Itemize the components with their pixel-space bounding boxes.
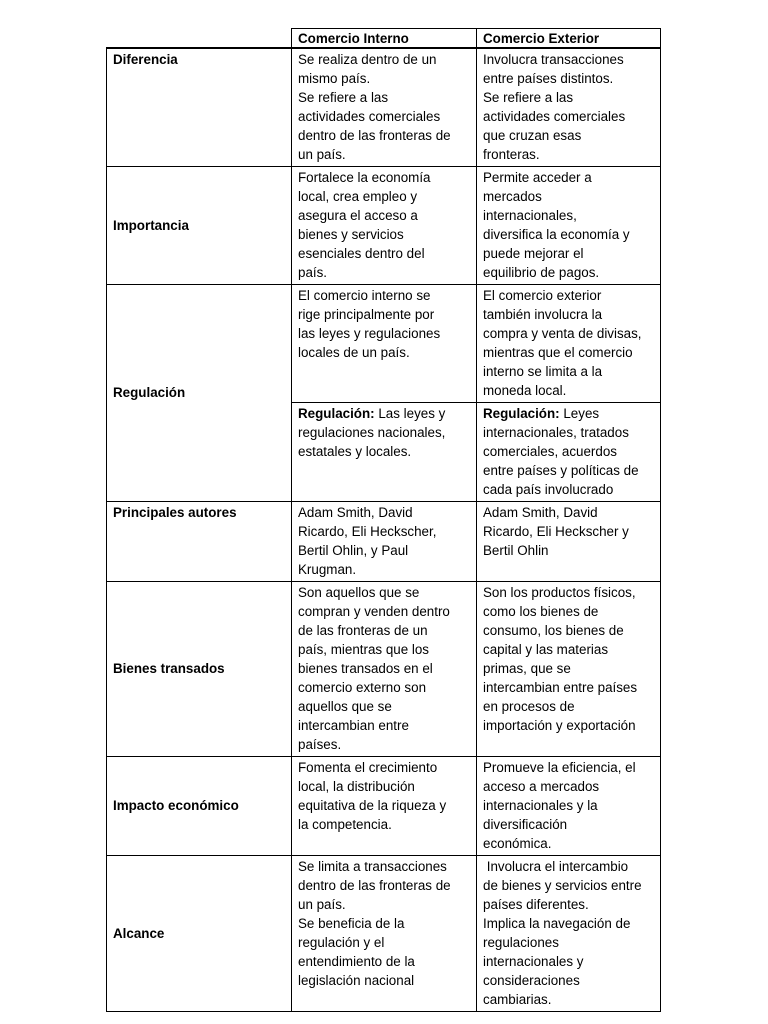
cell-text-line: consumo, los bienes de [483, 623, 624, 638]
cell-text-line: como los bienes de [483, 604, 599, 619]
cell-text-line: equilibrio de pagos. [483, 265, 600, 280]
cell-text-line: la competencia. [298, 817, 392, 832]
row-label-bienes-transados: Bienes transados [106, 582, 291, 756]
cell-text-line: locales de un país. [298, 345, 410, 360]
cell-text-line: dentro de las fronteras de [298, 878, 451, 893]
cell-text-line: importación y exportación [483, 718, 636, 733]
cell-text-line: en procesos de [483, 699, 575, 714]
cell-text-line: acceso a mercados [483, 779, 600, 794]
cell-text-line: de bienes y servicios entre [483, 878, 642, 893]
cell-text-line: bienes y servicios [298, 227, 404, 242]
cell-interno-alcance [291, 856, 476, 1011]
cell-text-line: Fortalece la economía [298, 170, 431, 185]
cell-text-line: un país. [298, 147, 346, 162]
cell-text-line: Permite acceder a [483, 170, 592, 185]
header-comercio-exterior: Comercio Exterior [476, 28, 661, 47]
cell-text-line: Se beneficia de la [298, 916, 405, 931]
cell-text-line: entre países distintos. [483, 71, 614, 86]
cell-interno-importancia [291, 167, 476, 284]
regulacion-exterior-line: comerciales, acuerdos [483, 444, 617, 459]
cell-text-line: mientras que el comercio [483, 345, 633, 360]
cell-exterior-bienes [476, 582, 661, 756]
cell-text-line: entendimiento de la [298, 954, 415, 969]
header-empty-cell [106, 28, 291, 47]
cell-text-line: Fomenta el crecimiento [298, 760, 438, 775]
regulacion-interno-text: Las leyes y [374, 406, 446, 421]
cell-text-line: intercambian entre [298, 718, 409, 733]
table-header-row [106, 28, 661, 48]
cell-text-line: Bertil Ohlin, y Paul [298, 543, 409, 558]
row-label-regulacion: Regulación [106, 285, 291, 501]
cell-exterior-regulacion-a [476, 285, 661, 402]
regulacion-bold-label: Regulación: [298, 406, 375, 421]
regulacion-interno-line: regulaciones nacionales, [298, 425, 446, 440]
cell-exterior-impacto [476, 757, 661, 855]
row-label-principales-autores: Principales autores [106, 502, 291, 581]
cell-text-line: aquellos que se [298, 699, 392, 714]
cell-interno-regulacion-a [291, 285, 476, 402]
cell-text-line: mercados [483, 189, 542, 204]
cell-text-line: intercambian entre países [483, 680, 638, 695]
cell-text-line: regulaciones [483, 935, 559, 950]
header-comercio-interno: Comercio Interno [291, 28, 476, 47]
cell-text-line: rige principalmente por [298, 307, 435, 322]
row-label-alcance: Alcance [106, 856, 291, 1011]
cell-text-line: fronteras. [483, 147, 540, 162]
cell-interno-diferencia [291, 49, 476, 166]
cell-text-line: Se refiere a las [483, 90, 574, 105]
cell-text-line: Se limita a transacciones [298, 859, 447, 874]
cell-text-line: Ricardo, Eli Heckscher, [298, 524, 437, 539]
cell-text-line: Adam Smith, David [298, 505, 413, 520]
row-label-impacto-economico: Impacto económico [106, 757, 291, 855]
regulacion-bold-label: Regulación: [483, 406, 560, 421]
cell-interno-impacto [291, 757, 476, 855]
regulacion-subrow-a [291, 285, 661, 402]
cell-exterior-diferencia [476, 49, 661, 166]
table-row [106, 167, 661, 285]
table-row [106, 856, 661, 1012]
regulacion-interno-line: estatales y locales. [298, 444, 412, 459]
cell-interno-regulacion-b [291, 403, 476, 501]
cell-exterior-autores [476, 502, 661, 581]
cell-text-line: de las fronteras de un [298, 623, 428, 638]
cell-text-line: país, mientras que los [298, 642, 429, 657]
table-row [106, 502, 661, 582]
regulacion-subrow-b [291, 402, 661, 501]
cell-text-line: también involucra la [483, 307, 603, 322]
table-row [106, 48, 661, 167]
cell-text-line: moneda local. [483, 383, 567, 398]
cell-text-line: Bertil Ohlin [483, 543, 549, 558]
table-row [106, 757, 661, 856]
cell-text-line: consideraciones [483, 973, 580, 988]
cell-text-line: internacionales y la [483, 798, 598, 813]
cell-text-line: internacionales y [483, 954, 584, 969]
cell-text-line: diversificación [483, 817, 568, 832]
cell-text-line: comercio externo son [298, 680, 427, 695]
cell-text-line: Krugman. [298, 562, 357, 577]
cell-text-line: que cruzan esas [483, 128, 582, 143]
cell-text-line: diversifica la economía y [483, 227, 630, 242]
cell-text-line: dentro de las fronteras de [298, 128, 451, 143]
cell-text-line: Promueve la eficiencia, el [483, 760, 636, 775]
cell-text-line: asegura el acceso a [298, 208, 418, 223]
cell-text-line: Se refiere a las [298, 90, 389, 105]
cell-text-line: Involucra transacciones [483, 52, 624, 67]
row-label-importancia: Importancia [106, 167, 291, 284]
cell-text-line: equitativa de la riqueza y [298, 798, 447, 813]
cell-exterior-importancia [476, 167, 661, 284]
cell-text-line: país. [298, 265, 328, 280]
cell-text-line: esenciales dentro del [298, 246, 425, 261]
cell-text-line: capital y las materias [483, 642, 609, 657]
cell-text-line: puede mejorar el [483, 246, 584, 261]
cell-text-line: las leyes y regulaciones [298, 326, 441, 341]
cell-text-line: mismo país. [298, 71, 371, 86]
cell-exterior-alcance [476, 856, 661, 1011]
cell-text-line: El comercio exterior [483, 288, 602, 303]
regulacion-exterior-text: Leyes [559, 406, 600, 421]
cell-text-line: países. [298, 737, 342, 752]
cell-interno-autores [291, 502, 476, 581]
cell-text-line: bienes transados en el [298, 661, 433, 676]
cell-text-line: Son los productos físicos, [483, 585, 636, 600]
regulacion-split [291, 285, 661, 501]
row-label-diferencia: Diferencia [106, 49, 291, 166]
table-row [106, 582, 661, 757]
regulacion-exterior-line: internacionales, tratados [483, 425, 629, 440]
cell-text-line: legislación nacional [298, 973, 415, 988]
regulacion-exterior-line: entre países y políticas de [483, 463, 639, 478]
cell-text-line: Adam Smith, David [483, 505, 598, 520]
cell-text-line: Ricardo, Eli Heckscher y [483, 524, 629, 539]
cell-text-line: Son aquellos que se [298, 585, 420, 600]
cell-text-line: actividades comerciales [483, 109, 626, 124]
cell-text-line: países diferentes. [483, 897, 589, 912]
cell-text-line: local, crea empleo y [298, 189, 418, 204]
cell-text-line: internacionales, [483, 208, 577, 223]
cell-text-line: Se realiza dentro de un [298, 52, 437, 67]
cell-text-line: local, la distribución [298, 779, 415, 794]
cell-text-line: interno se limita a la [483, 364, 603, 379]
cell-text-line: primas, que se [483, 661, 571, 676]
cell-text-line: cambiarias. [483, 992, 552, 1007]
cell-text-line: actividades comerciales [298, 109, 441, 124]
cell-text-line: El comercio interno se [298, 288, 431, 303]
cell-exterior-regulacion-b [476, 403, 661, 501]
cell-text-line: compran y venden dentro [298, 604, 450, 619]
cell-interno-bienes [291, 582, 476, 756]
cell-text-line: Implica la navegación de [483, 916, 631, 931]
regulacion-exterior-line: cada país involucrado [483, 482, 614, 497]
cell-text-line: compra y venta de divisas, [483, 326, 642, 341]
cell-text-line: Involucra el intercambio [483, 859, 629, 874]
cell-text-line: regulación y el [298, 935, 385, 950]
cell-text-line: un país. [298, 897, 346, 912]
comparison-table [106, 28, 661, 1012]
table-row [106, 285, 661, 502]
cell-text-line: económica. [483, 836, 552, 851]
